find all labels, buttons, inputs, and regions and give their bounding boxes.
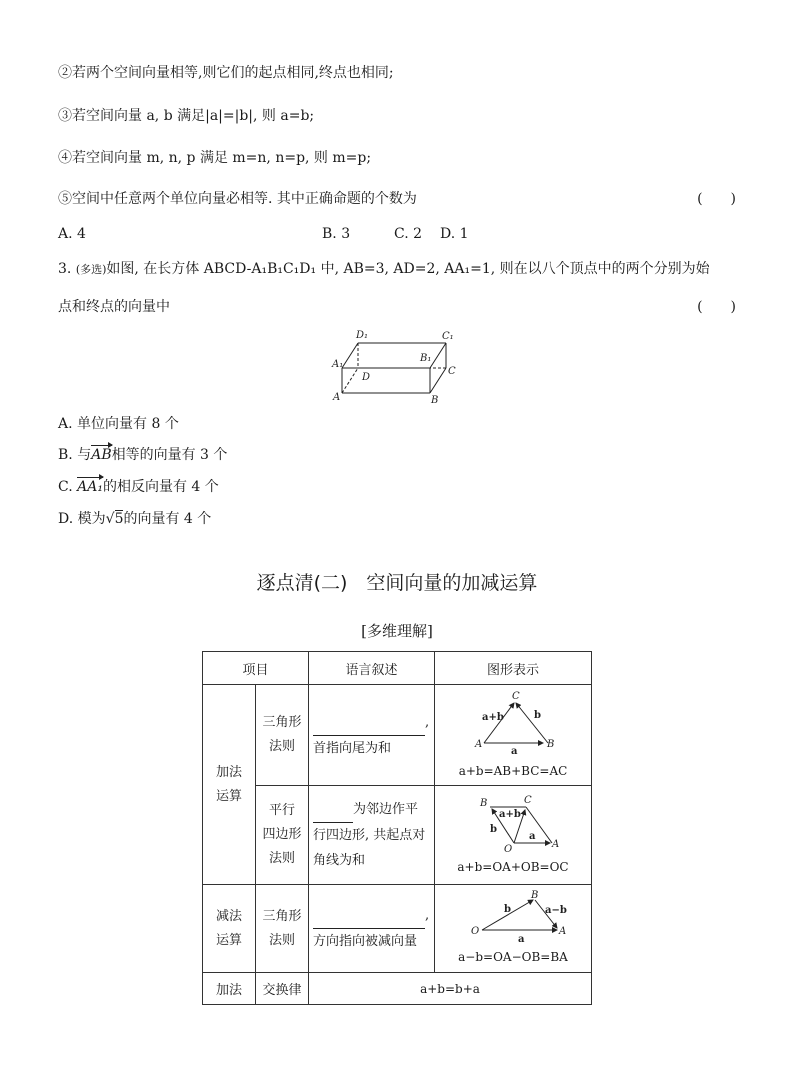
label-a1: A₁ — [332, 359, 344, 370]
para-desc-l1: 为邻边作平 — [353, 802, 419, 817]
option-3d-prefix: D. 模为 — [58, 511, 106, 527]
option-d: D. 1 — [440, 226, 469, 242]
sub-pt-o: O — [471, 925, 480, 937]
header-figure: 图形表示 — [435, 652, 592, 685]
para-pt-b: B — [480, 798, 488, 809]
sub-desc: 方向指向被减向量 — [313, 934, 418, 949]
sub-rule-l2: 法则 — [268, 932, 295, 948]
tri-desc-cell — [309, 685, 435, 786]
table-row — [203, 786, 592, 885]
header-item: 项目 — [203, 652, 309, 685]
label-a: A — [333, 392, 341, 403]
multi-select-tag: (多选) — [75, 263, 107, 276]
tri-pt-b: B — [547, 739, 555, 750]
sub-lbl-amb: a−b — [545, 904, 567, 916]
add-group-cell — [203, 685, 256, 885]
para-desc-l3: 角线为和 — [313, 853, 366, 868]
law-formula-cell: a+b=b+a — [309, 973, 592, 1005]
law-group-cell: 加法 — [203, 973, 256, 1005]
tri-figure-cell — [435, 685, 592, 786]
question-3: ③若空间向量 a, b 满足|a|=|b|, 则 a=b; — [58, 108, 315, 124]
add-group-l2: 运算 — [215, 788, 242, 804]
tri-rule-l2: 法则 — [268, 739, 295, 754]
sub-group-l2: 运算 — [215, 932, 242, 948]
sqrt-symbol: √ — [105, 511, 115, 527]
label-d: D — [362, 372, 371, 383]
table-row — [203, 885, 592, 973]
tri-desc: 首指向尾为和 — [313, 740, 392, 756]
comma: , — [425, 714, 430, 730]
option-3c-suffix: 的相反向量有 4 个 — [102, 479, 219, 495]
option-b: B. 3 — [322, 226, 351, 242]
vector-aa1: AA₁ — [77, 479, 103, 495]
sub-desc-cell — [309, 885, 435, 973]
label-d1: D₁ — [356, 330, 369, 341]
tri-pt-a: A — [475, 739, 483, 750]
para-pt-a: A — [552, 839, 560, 850]
blank-line — [313, 797, 353, 823]
sqrt-radicand: 5 — [114, 511, 124, 527]
question-4: ④若空间向量 m, n, p 满足 m=n, n=p, 则 m=p; — [58, 150, 372, 166]
vector-ab: AB — [91, 447, 112, 463]
para-rule-l3: 法则 — [268, 851, 295, 866]
tri-formula: a+b=AB+BC=AC — [458, 764, 568, 778]
add-group-l1: 加法 — [215, 764, 242, 780]
sub-pt-a: A — [559, 925, 567, 937]
option-3b-prefix: B. 与 — [58, 447, 92, 463]
triangle-diagram — [438, 688, 588, 760]
para-pt-o: O — [504, 844, 513, 855]
section-title: 逐点清(二) 空间向量的加减运算 — [256, 572, 538, 594]
para-desc-l2: 行四边形, 共起点对 — [313, 828, 426, 843]
section-subtitle: [多维理解] — [361, 622, 433, 640]
option-3d — [58, 508, 211, 528]
label-b: B — [431, 395, 439, 404]
sub-formula: a−b=OA−OB=BA — [458, 949, 568, 964]
para-figure-cell — [435, 786, 592, 885]
sub-lbl-a: a — [518, 933, 525, 945]
para-lbl-b: b — [490, 824, 497, 835]
law-name-cell: 交换律 — [256, 973, 309, 1005]
label-c: C — [448, 366, 456, 377]
table-row — [203, 685, 592, 786]
tri-lbl-a: a — [511, 746, 518, 757]
question-2: ②若两个空间向量相等,则它们的起点相同,终点也相同; — [58, 65, 394, 81]
para-desc-cell — [309, 786, 435, 885]
sub-rule-l1: 三角形 — [262, 908, 302, 924]
tri-rule-cell — [256, 685, 309, 786]
option-3d-suffix: 的向量有 4 个 — [123, 511, 212, 527]
para-rule-l1: 平行 — [268, 803, 295, 818]
blank-line — [313, 903, 425, 929]
option-3c — [58, 476, 219, 496]
para-formula: a+b=OA+OB=OC — [457, 860, 569, 874]
problem-3-stem-line2: 点和终点的向量中 — [58, 299, 170, 315]
option-3b — [58, 444, 227, 464]
para-rule-cell — [256, 786, 309, 885]
option-c: C. 2 — [394, 226, 423, 242]
sub-lbl-b: b — [504, 903, 511, 915]
answer-paren-3: ( ) — [697, 299, 736, 315]
para-lbl-ab: a+b — [499, 809, 521, 820]
option-3b-suffix: 相等的向量有 3 个 — [111, 447, 228, 463]
sub-group-l1: 减法 — [215, 908, 242, 924]
tri-rule-l1: 三角形 — [262, 715, 302, 730]
problem-number: 3. — [58, 261, 76, 277]
option-a: A. 4 — [58, 226, 86, 242]
blank-line — [313, 710, 425, 736]
option-3a: A. 单位向量有 8 个 — [58, 416, 179, 432]
vector-operations-table — [202, 651, 592, 1005]
table-header-row — [203, 652, 592, 685]
subtraction-diagram — [438, 890, 588, 946]
table-row — [203, 973, 592, 1005]
label-c1: C₁ — [442, 331, 454, 342]
sub-pt-b: B — [531, 889, 539, 901]
sub-rule-cell — [256, 885, 309, 973]
para-rule-l2: 四边形 — [262, 827, 302, 842]
cuboid-figure — [330, 326, 470, 404]
tri-lbl-ab: a+b — [482, 712, 504, 723]
para-lbl-a: a — [529, 831, 536, 842]
header-description: 语言叙述 — [309, 652, 435, 685]
para-pt-c: C — [524, 795, 532, 806]
problem-3-text: 如图, 在长方体 ABCD-A₁B₁C₁D₁ 中, AB=3, AD=2, AA₁=1, 则在以八个顶点中的两个分别为始 — [106, 261, 710, 277]
sub-group-cell — [203, 885, 256, 973]
label-b1: B₁ — [420, 353, 432, 364]
parallelogram-diagram — [438, 792, 588, 856]
comma: , — [425, 908, 430, 923]
answer-paren: ( ) — [697, 191, 736, 207]
tri-lbl-b: b — [534, 710, 541, 721]
problem-3-stem — [58, 258, 710, 278]
tri-pt-c: C — [512, 691, 520, 702]
sub-figure-cell — [435, 885, 592, 973]
question-5: ⑤空间中任意两个单位向量必相等. 其中正确命题的个数为 — [58, 191, 417, 207]
option-3c-prefix: C. — [58, 479, 78, 495]
